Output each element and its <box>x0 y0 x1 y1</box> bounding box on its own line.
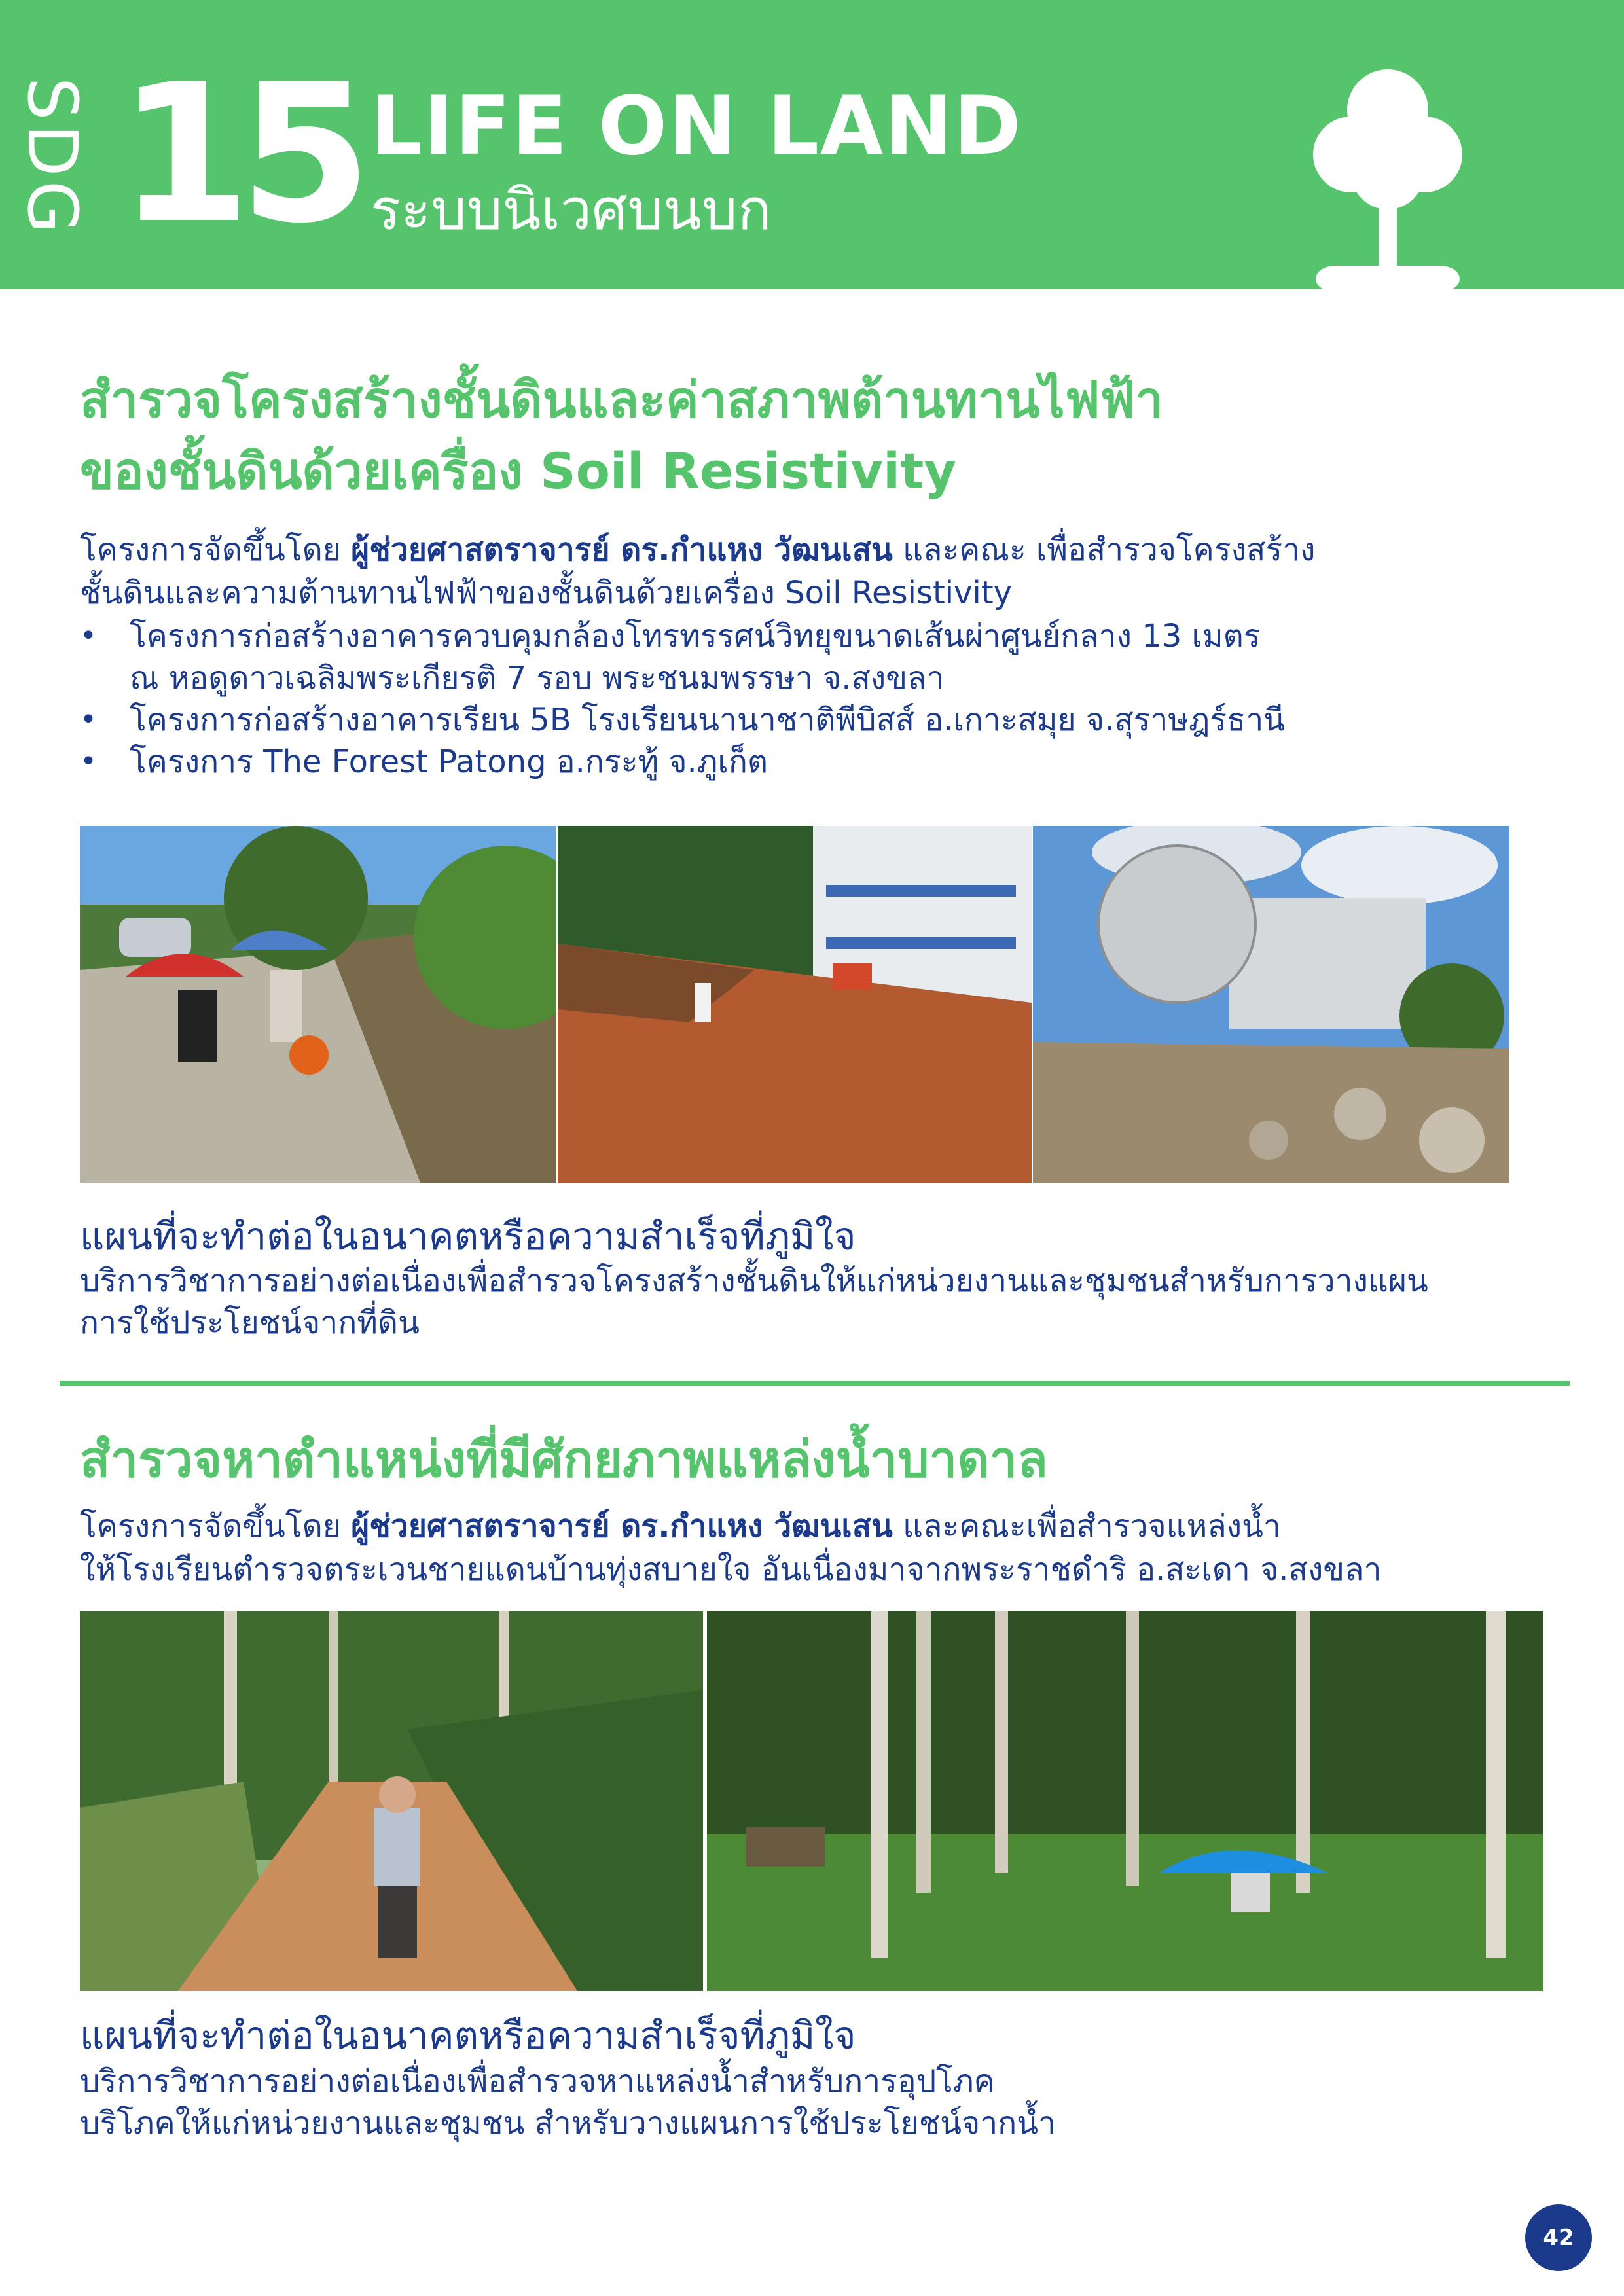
bullet-item: โครงการก่อสร้างอาคารเรียน 5B โรงเรียนนานาชาติพีบิสส์ อ.เกาะสมุย จ.สุราษฎร์ธานี <box>130 702 1286 738</box>
section1-title-line1: สำรวจโครงสร้างชั้นดินและค่าสภาพต้านทานไฟฟ้า <box>80 370 1163 429</box>
bullet-item: โครงการก่อสร้างอาคารควบคุมกล้องโทรทรรศน์วิทยุขนาดเส้นผ่าศูนย์กลาง 13 เมตร <box>130 618 1261 655</box>
tree-icon <box>1303 63 1473 289</box>
bullet-item-continuation: ณ หอดูดาวเฉลิมพระเกียรติ 7 รอบ พระชนมพรรษา จ.สงขลา <box>130 660 945 696</box>
photo-rubber-plantation-survey <box>707 1611 1543 1991</box>
photo-field-survey-umbrellas <box>80 826 556 1183</box>
sdg-vertical-label: SDG <box>12 77 92 238</box>
section2-lead-name: ผู้ช่วยศาสตราจารย์ ดร.กำแหง วัฒนเสน <box>351 1508 893 1545</box>
section-divider <box>60 1381 1570 1386</box>
bullet-marker: • <box>80 745 97 778</box>
section2-intro-line2: ให้โรงเรียนตำรวจตระเวนชายแดนบ้านทุ่งสบายใจ อันเนื่องมาจากพระราชดำริ อ.สะเดา จ.สงขลา <box>80 1551 1382 1588</box>
goal-title: LIFE ON LAND <box>370 79 1022 173</box>
section2-title: สำรวจหาตำแหน่งที่มีศักยภาพแหล่งน้ำบาดาล <box>80 1430 1048 1488</box>
sdg-header-banner <box>0 0 1624 289</box>
goal-number: 15 <box>118 43 361 265</box>
page-number-badge: 42 <box>1525 2204 1592 2271</box>
section1-intro: โครงการจัดขึ้นโดย ผู้ช่วยศาสตราจารย์ ดร.กำแหง วัฒนเสน และคณะ เพื่อสำรวจโครงสร้าง <box>80 531 1316 568</box>
section2-future-line1: บริการวิชาการอย่างต่อเนื่องเพื่อสำรวจหาแหล่งน้ำสำหรับการอุปโภค <box>80 2063 995 2100</box>
section1-lead-name: ผู้ช่วยศาสตราจารย์ ดร.กำแหง วัฒนเสน <box>351 531 893 568</box>
bullet-marker: • <box>80 619 97 653</box>
bullet-marker: • <box>80 703 97 736</box>
section1-future-line1: บริการวิชาการอย่างต่อเนื่องเพื่อสำรวจโครงสร้างชั้นดินให้แก่หน่วยงานและชุมชนสำหรับการวางแผน <box>80 1263 1428 1299</box>
section1-future-line2: การใช้ประโยชน์จากที่ดิน <box>80 1304 420 1341</box>
goal-subtitle: ระบบนิเวศบนบก <box>370 177 772 243</box>
section1-future-heading: แผนที่จะทำต่อในอนาคตหรือความสำเร็จที่ภูมิใจ <box>80 1214 856 1259</box>
photo-cleared-site-building <box>558 826 1032 1183</box>
section1-intro-line2: ชั้นดินและความต้านทานไฟฟ้าของชั้นดินด้วยเครื่อง Soil Resistivity <box>80 575 1013 611</box>
section2-future-line2: บริโภคให้แก่หน่วยงานและชุมชน สำหรับวางแผนการใช้ประโยชน์จากน้ำ <box>80 2105 1056 2142</box>
section1-title-line2: ของชั้นดินด้วยเครื่อง Soil Resistivity <box>80 442 956 500</box>
photo-forest-road-person <box>80 1611 703 1991</box>
bullet-item: โครงการ The Forest Patong อ.กระทู้ จ.ภูเก็ต <box>130 744 768 780</box>
photo-observatory-dome <box>1033 826 1509 1183</box>
section2-intro: โครงการจัดขึ้นโดย ผู้ช่วยศาสตราจารย์ ดร.กำแหง วัฒนเสน และคณะเพื่อสำรวจแหล่งน้ำ <box>80 1508 1281 1545</box>
section2-future-heading: แผนที่จะทำต่อในอนาคตหรือความสำเร็จที่ภูมิใจ <box>80 2013 856 2058</box>
